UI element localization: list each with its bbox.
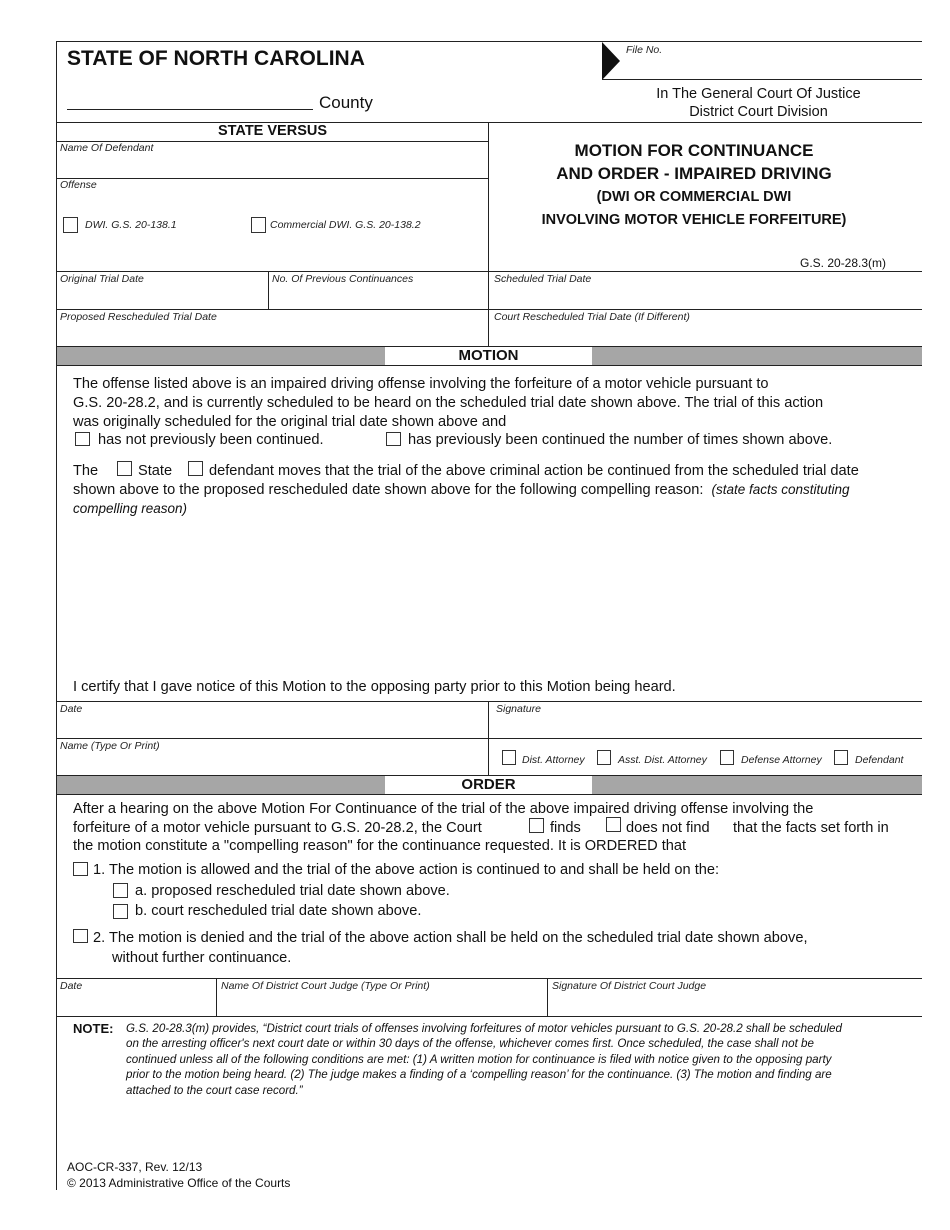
defendant-moves-checkbox[interactable] (188, 461, 203, 476)
note-line-4: prior to the motion being heard. (2) The judge makes a finding of a ‘compelling reason’ for the continuance. (3) The motion and finding are (126, 1068, 832, 1081)
county-blank-line[interactable] (67, 109, 313, 110)
order-item-1: 1. The motion is allowed and the trial of the above action is continued to and shall be held on the: (93, 862, 720, 878)
note-line-2: on the arresting officer's next court date or within 30 days of the offense, whichever comes first. Once scheduled, the case shall not be (126, 1037, 814, 1050)
note-line-5: attached to the court case record.” (126, 1084, 303, 1097)
motion-date-label: Date (60, 703, 83, 715)
defendant-label: Defendant (855, 754, 904, 766)
certify-statement: I certify that I gave notice of this Motion to the opposing party prior to this Motion being heard. (73, 679, 676, 695)
defense-attorney-label: Defense Attorney (741, 754, 822, 766)
court-line-2: District Court Division (689, 104, 828, 120)
motion-band-bottom (56, 365, 922, 366)
order-band-bottom (56, 794, 922, 795)
form-title-line-4: INVOLVING MOTOR VEHICLE FORFEITURE) (541, 212, 847, 228)
order-line-1: After a hearing on the above Motion For Continuance of the trial of the above impaired driving offense involving the (73, 801, 814, 817)
item2-checkbox[interactable] (73, 929, 88, 943)
judge-row-top (56, 978, 922, 979)
county-label: County (319, 93, 373, 112)
continued-checkbox[interactable] (386, 432, 401, 446)
judge-row-bottom (56, 1016, 922, 1017)
form-title-line-3: (DWI OR COMMERCIAL DWI (596, 189, 792, 205)
dist-attorney-checkbox[interactable] (502, 750, 516, 765)
judge-name-label: Name Of District Court Judge (Type Or Print) (221, 980, 430, 992)
not-continued-checkbox[interactable] (75, 432, 90, 446)
order-date-label: Date (60, 980, 83, 992)
note-line-1: G.S. 20-28.3(m) provides, “District court trials of offenses involving forfeitures of motor vehicles pursuant to G.S. 20-28.2 shall be scheduled (126, 1022, 842, 1035)
motion-para2-line3: compelling reason) (73, 501, 188, 516)
top-border (56, 41, 922, 42)
defendant-line (56, 178, 488, 179)
file-no-arrow-icon (602, 42, 622, 80)
motion-para2-line2-italic: (state facts constituting (711, 482, 850, 497)
order-line-2a: forfeiture of a motor vehicle pursuant to G.S. 20-28.2, the Court (73, 820, 482, 836)
order-item-1a: a. proposed rescheduled trial date shown above. (135, 883, 450, 899)
order-item-2-line2: without further continuance. (112, 950, 292, 966)
finds-checkbox[interactable] (529, 818, 544, 833)
motion-para2-line2 (73, 481, 850, 499)
motion-para1-line2: G.S. 20-28.2, and is currently scheduled to be heard on the scheduled trial date shown above. The trial of this action (73, 395, 824, 411)
judge-signature-label: Signature Of District Court Judge (552, 980, 707, 992)
does-not-find-label: does not find (626, 820, 710, 836)
form-id: AOC-CR-337, Rev. 12/13 (67, 1160, 203, 1174)
motion-para1-line1: The offense listed above is an impaired driving offense involving the forfeiture of a motor vehicle pursuant to (73, 376, 769, 392)
state-checkbox[interactable] (117, 461, 132, 476)
copyright: © 2013 Administrative Office of the Courts (67, 1176, 291, 1190)
motion-para2-line1: defendant moves that the trial of the above criminal action be continued from the scheduled trial date (209, 463, 859, 479)
court-line-1: In The General Court Of Justice (656, 86, 861, 102)
dwi-label: DWI. G.S. 20-138.1 (85, 219, 177, 231)
compelling-reason-area[interactable] (73, 520, 918, 672)
form-title-line-1: MOTION FOR CONTINUANCE (574, 141, 814, 160)
form-title-line-2: AND ORDER - IMPAIRED DRIVING (556, 164, 832, 183)
certify-line (56, 701, 922, 702)
file-no-label: File No. (626, 44, 663, 56)
commercial-dwi-label: Commercial DWI. G.S. 20-138.2 (270, 219, 421, 231)
order-band-top (56, 775, 922, 776)
item1a-checkbox[interactable] (113, 883, 128, 898)
item1b-checkbox[interactable] (113, 904, 128, 919)
trial-date-line (56, 309, 922, 310)
defense-attorney-checkbox[interactable] (720, 750, 734, 765)
court-rescheduled-label: Court Rescheduled Trial Date (If Different) (494, 311, 690, 323)
motion-para1-line3: was originally scheduled for the original trial date shown above and (73, 414, 507, 430)
note-line-3: continued unless all of the following conditions are met: (1) A written motion for continuance is filed with notice given to the opposing party (126, 1053, 832, 1066)
commercial-dwi-checkbox[interactable] (251, 217, 266, 233)
proposed-rescheduled-label: Proposed Rescheduled Trial Date (60, 311, 217, 323)
motion-heading: MOTION (385, 347, 592, 365)
state-versus: STATE VERSUS (217, 123, 328, 139)
left-border (56, 41, 57, 1190)
judge-divider-2 (547, 978, 548, 1016)
motion-band-top (56, 346, 922, 347)
offense-label: Offense (60, 179, 97, 191)
item1-checkbox[interactable] (73, 862, 88, 876)
note-label: NOTE: (73, 1021, 114, 1036)
original-trial-date-label: Original Trial Date (60, 273, 144, 285)
does-not-find-checkbox[interactable] (606, 817, 621, 832)
finds-label: finds (550, 820, 581, 836)
asst-dist-attorney-checkbox[interactable] (597, 750, 611, 765)
original-trial-divider (268, 271, 269, 309)
statute-reference: G.S. 20-28.3(m) (800, 256, 887, 270)
dwi-checkbox[interactable] (63, 217, 78, 233)
order-item-2-line1: 2. The motion is denied and the trial of the above action shall be held on the scheduled trial date shown above, (93, 930, 808, 946)
defendant-checkbox[interactable] (834, 750, 848, 765)
defendant-name-label: Name Of Defendant (60, 142, 154, 154)
order-line-3: the motion constitute a "compelling reason" for the continuance requested. It is ORDERED that (73, 838, 687, 854)
judge-divider-1 (216, 978, 217, 1016)
state-title: STATE OF NORTH CAROLINA (67, 47, 365, 70)
dist-attorney-label: Dist. Attorney (522, 754, 585, 766)
motion-signature-label: Signature (496, 703, 541, 715)
motion-the: The (73, 463, 99, 479)
motion-para2-line2-text: shown above to the proposed rescheduled date shown above for the following compelling reason: (73, 482, 704, 498)
date-signature-line (56, 738, 922, 739)
state-label: State (138, 463, 173, 479)
order-item-1b: b. court rescheduled trial date shown above. (135, 903, 422, 919)
scheduled-trial-date-label: Scheduled Trial Date (494, 273, 592, 285)
order-line-2b: that the facts set forth in (733, 820, 889, 836)
not-continued-label: has not previously been continued. (98, 432, 324, 448)
asst-dist-attorney-label: Asst. Dist. Attorney (618, 754, 707, 766)
file-no-underline (602, 79, 922, 80)
continued-label: has previously been continued the number of times shown above. (408, 432, 833, 448)
offense-line (56, 271, 922, 272)
order-heading: ORDER (385, 776, 592, 794)
previous-continuances-label: No. Of Previous Continuances (272, 273, 414, 285)
motion-name-label: Name (Type Or Print) (60, 740, 160, 752)
